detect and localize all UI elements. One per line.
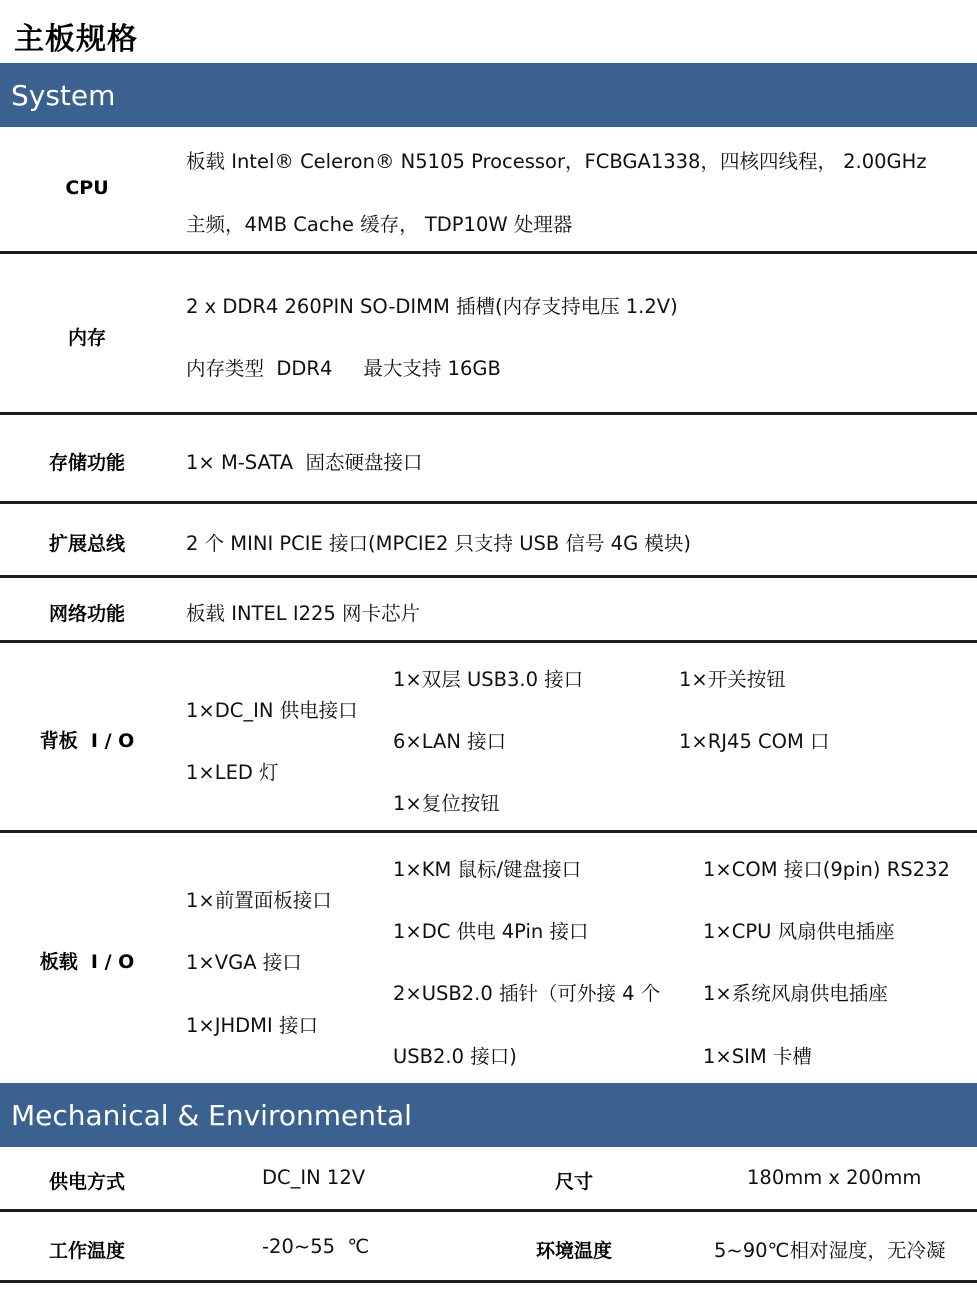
env-temp-label: 环境温度 xyxy=(535,1240,612,1262)
rear-io-item: 6×LAN 接口 xyxy=(393,730,507,753)
storage-label: 存储功能 xyxy=(48,452,125,474)
section-header-system: System xyxy=(0,63,977,127)
row-divider xyxy=(0,251,977,254)
onboard-io-item: USB2.0 接口) xyxy=(393,1045,517,1068)
onboard-io-item: 1×KM 鼠标/键盘接口 xyxy=(393,858,582,881)
rear-io-item: 1×DC_IN 供电接口 xyxy=(186,699,358,722)
onboard-io-item: 1×SIM 卡槽 xyxy=(703,1045,812,1068)
onboard-io-item: 1×JHDMI 接口 xyxy=(186,1014,318,1037)
row-divider xyxy=(0,501,977,504)
row-divider xyxy=(0,575,977,578)
network-value: 板载 INTEL I225 网卡芯片 xyxy=(186,602,421,625)
page-title: 主板规格 xyxy=(14,22,138,57)
onboard-io-item: 2×USB2.0 插针（可外接 4 个 xyxy=(393,982,661,1005)
rear-io-item: 1×LED 灯 xyxy=(186,761,279,784)
row-divider xyxy=(0,1280,977,1283)
work-temp-value: -20~55 ℃ xyxy=(262,1235,370,1258)
rear-io-item: 1×复位按钮 xyxy=(393,792,500,815)
power-label: 供电方式 xyxy=(48,1171,125,1193)
rear-io-label: 背板 I / O xyxy=(39,730,135,752)
onboard-io-item: 1×DC 供电 4Pin 接口 xyxy=(393,920,589,943)
memory-desc-line2: 内存类型 DDR4 最大支持 16GB xyxy=(186,357,501,380)
work-temp-label: 工作温度 xyxy=(48,1240,125,1262)
network-label: 网络功能 xyxy=(48,603,125,625)
row-divider xyxy=(0,412,977,415)
rear-io-item: 1×开关按钮 xyxy=(679,668,786,691)
memory-desc-line1: 2 x DDR4 260PIN SO-DIMM 插槽(内存支持电压 1.2V) xyxy=(186,295,678,318)
onboard-io-label: 板载 I / O xyxy=(39,951,135,973)
size-value: 180mm x 200mm xyxy=(747,1166,922,1189)
onboard-io-item: 1×前置面板接口 xyxy=(186,889,332,912)
onboard-io-item: 1×系统风扇供电插座 xyxy=(703,982,888,1005)
onboard-io-item: 1×COM 接口(9pin) RS232 xyxy=(703,858,950,881)
cpu-label: CPU xyxy=(65,177,109,199)
size-label: 尺寸 xyxy=(554,1171,593,1193)
expansion-value: 2 个 MINI PCIE 接口(MPCIE2 只支持 USB 信号 4G 模块) xyxy=(186,532,691,555)
env-temp-value: 5~90℃相对湿度，无冷凝 xyxy=(714,1239,946,1262)
storage-value: 1× M-SATA 固态硬盘接口 xyxy=(186,451,423,474)
onboard-io-item: 1×VGA 接口 xyxy=(186,951,302,974)
row-divider xyxy=(0,1209,977,1212)
memory-label: 内存 xyxy=(67,327,106,349)
power-value: DC_IN 12V xyxy=(262,1166,366,1189)
rear-io-item: 1×RJ45 COM 口 xyxy=(679,730,830,753)
rear-io-item: 1×双层 USB3.0 接口 xyxy=(393,668,584,691)
row-divider xyxy=(0,640,977,643)
cpu-desc-line1: 板载 Intel® Celeron® N5105 Processor，FCBGA1338，四核四线程， 2.00GHz xyxy=(186,150,927,173)
row-divider xyxy=(0,830,977,833)
onboard-io-item: 1×CPU 风扇供电插座 xyxy=(703,920,895,943)
expansion-label: 扩展总线 xyxy=(48,533,125,555)
section-header-mechanical: Mechanical & Environmental xyxy=(0,1083,977,1147)
cpu-desc-line2: 主频，4MB Cache 缓存， TDP10W 处理器 xyxy=(186,213,573,236)
